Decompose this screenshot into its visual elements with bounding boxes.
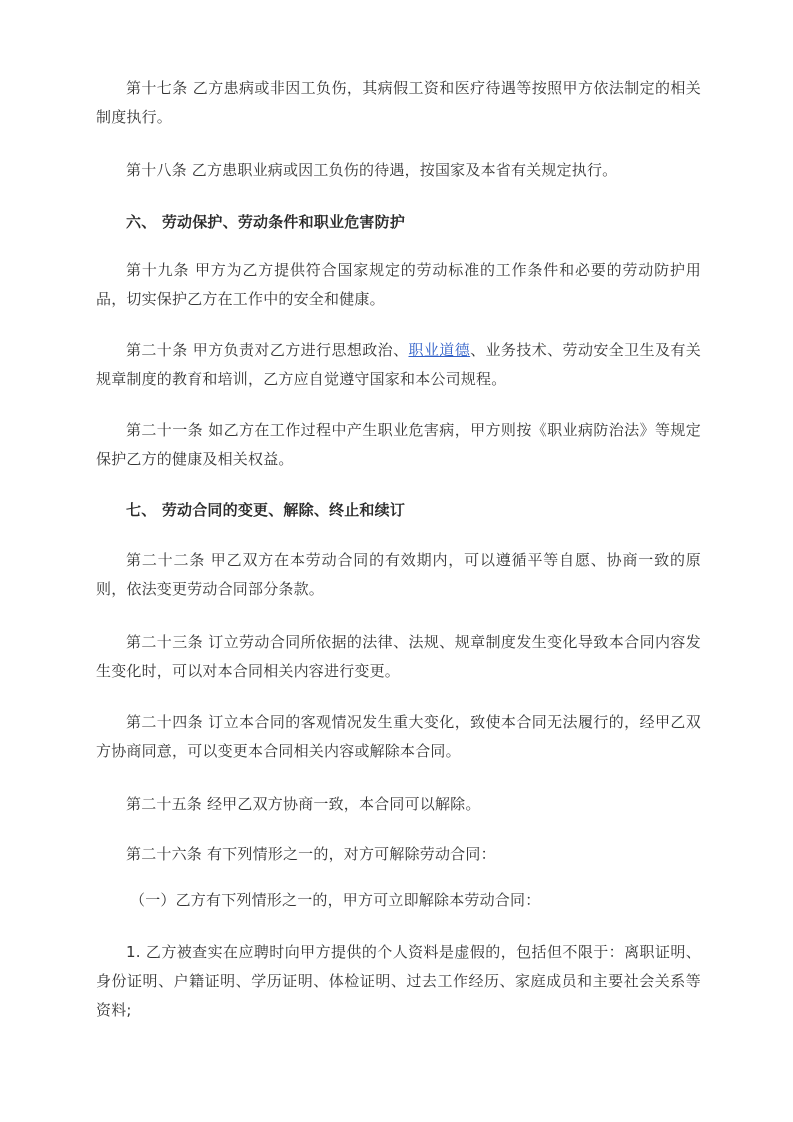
article-22: 第二十二条 甲乙双方在本劳动合同的有效期内，可以遵循平等自愿、协商一致的原则，依法变更劳动合同部分条款。 [96,551,701,598]
article-26-clause-1-item-1: 1. 乙方被查实在应聘时向甲方提供的个人资料是虚假的，包括但不限于：离职证明、身份证明、户籍证明、学历证明、体检证明、过去工作经历、家庭成员和主要社会关系等资料; [96,943,701,1019]
article-20 [96,336,701,394]
article-25: 第二十五条 经甲乙双方协商一致，本合同可以解除。 [126,795,481,813]
section-heading-6: 六、 劳动保护、劳动条件和职业危害防护 [126,213,406,231]
article-20-text-after: 、业务技术、劳动安全卫生及有关规章制度的教育和培训，乙方应自觉遵守国家和本公司规程。 [96,341,701,388]
article-23: 第二十三条 订立劳动合同所依据的法律、法规、规章制度发生变化导致本合同内容发生变化时，可以对本合同相关内容进行变更。 [96,633,701,680]
article-21: 第二十一条 如乙方在工作过程中产生职业危害病，甲方则按《职业病防治法》等规定保护乙方的健康及相关权益。 [96,421,701,468]
section-heading-7: 七、 劳动合同的变更、解除、终止和续订 [126,501,406,519]
professional-ethics-link[interactable]: 职业道德 [408,341,471,359]
article-26: 第二十六条 有下列情形之一的，对方可解除劳动合同： [126,845,496,863]
article-18: 第十八条 乙方患职业病或因工负伤的待遇，按国家及本省有关规定执行。 [126,161,618,179]
article-17: 第十七条 乙方患病或非因工负伤，其病假工资和医疗待遇等按照甲方依法制定的相关制度执行。 [96,79,701,126]
article-24: 第二十四条 订立本合同的客观情况发生重大变化，致使本合同无法履行的，经甲乙双方协商同意，可以变更本合同相关内容或解除本合同。 [96,713,701,760]
article-26-clause-1: （一）乙方有下列情形之一的，甲方可立即解除本劳动合同： [130,891,541,909]
article-19-text: 第十九条 甲方为乙方提供符合国家规定的劳动标准的工作条件和必要的劳动防护用品，切实保护乙方在工作中的安全和健康。 [96,261,701,308]
article-20-text-before: 第二十条 甲方负责对乙方进行思想政治、 [126,341,409,359]
article-19 [96,256,701,314]
